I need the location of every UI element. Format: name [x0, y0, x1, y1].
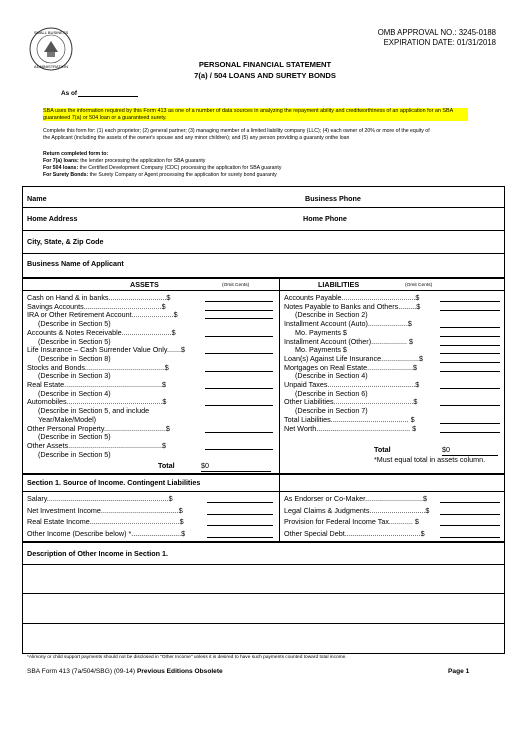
asset-line: (Describe in Section 5) [38, 336, 111, 346]
complete-instructions-1: Complete this form for: (1) each proprietor; (2) general partner; (3) managing member of a limited liability company (LLC); (4) each owner of 20% or more of the equity of [43, 128, 430, 134]
contingent-line: Legal Claims & Judgments............................$ [284, 505, 430, 515]
contingent-amount-field[interactable] [440, 502, 500, 503]
complete-instructions-2: the Applicant (including the assets of the owner's spouse and any minor children); and (5) any person providing a guaranty onthe loan [43, 135, 350, 141]
asset-amount-field[interactable] [205, 301, 273, 302]
asset-amount-field[interactable] [205, 405, 273, 406]
asset-line: (Describe in Section 5) [38, 319, 111, 329]
asset-line: Automobiles................................................$ [27, 397, 167, 407]
assets-total-value[interactable]: $0 [201, 462, 271, 472]
liability-line: Mo. Payments $ [295, 327, 347, 337]
liabilities-total-value[interactable]: $0 [442, 446, 498, 456]
liabilities-total-label: Total [374, 445, 391, 454]
return-surety-text: the Surety Company or Agent processing the application for surety bond guaranty [89, 172, 277, 178]
home-address-field[interactable]: Home Address [27, 214, 78, 223]
asset-line: Other Assets...............................................$ [27, 440, 166, 450]
liability-amount-field[interactable] [440, 301, 500, 302]
description-title: Description of Other Income in Section 1. [27, 549, 168, 558]
home-phone-field[interactable]: Home Phone [303, 214, 347, 223]
return-7a-text: the lender processing the application for SBA guaranty [80, 158, 206, 164]
liability-amount-field[interactable] [440, 327, 500, 328]
liability-line: (Describe in Section 2) [295, 310, 368, 320]
asset-amount-field[interactable] [205, 371, 273, 372]
asset-line: Accounts & Notes Receivable.........................$ [27, 327, 176, 337]
asset-line: (Describe in Section 5) [38, 432, 111, 442]
city-state-zip-field[interactable]: City, State, & Zip Code [27, 237, 104, 246]
liability-line: Installment Account (Other).................. $ [284, 336, 414, 346]
liability-line: Mo. Payments $ [295, 345, 347, 355]
contingent-line: Provision for Federal Income Tax............ $ [284, 517, 419, 526]
svg-text:ADMINISTRATION: ADMINISTRATION [34, 64, 68, 69]
expiration-date: EXPIRATION DATE: 01/31/2018 [383, 38, 496, 47]
asset-line: Savings Accounts.......................................$ [27, 301, 166, 311]
assets-total-label: Total [158, 461, 175, 470]
liability-line: (Describe in Section 6) [295, 388, 368, 398]
asset-line: (Describe in Section 5, and include [38, 406, 150, 416]
contingent-amount-field[interactable] [440, 514, 500, 515]
liability-amount-field[interactable] [440, 432, 500, 433]
liability-amount-field[interactable] [440, 423, 500, 424]
liability-line: Notes Payable to Banks and Others.........$ [284, 301, 421, 311]
income-line: Net Investment Income.......................................$ [27, 505, 183, 515]
return-504 [43, 165, 281, 172]
return-surety [43, 172, 277, 179]
liability-amount-field[interactable] [440, 388, 500, 389]
liability-line: Loan(s) Against Life Insurance...................$ [284, 353, 424, 363]
must-equal-note: *Must equal total in assets column. [374, 455, 486, 464]
as-of-field[interactable] [78, 96, 138, 97]
return-7a [43, 158, 205, 165]
liabilities-omit-cents: (Omit Cents) [405, 283, 433, 288]
asset-amount-field[interactable] [205, 353, 273, 354]
asset-amount-field[interactable] [205, 310, 273, 311]
asset-amount-field[interactable] [205, 432, 273, 433]
liability-amount-field[interactable] [440, 336, 500, 337]
contingent-line: Other Special Debt......................................$ [284, 528, 425, 538]
asset-line: Life Insurance – Cash Surrender Value Only.......$ [27, 345, 185, 355]
contingent-amount-field[interactable] [440, 537, 500, 538]
section1-title: Section 1. Source of Income. Contingent Liabilities [27, 478, 201, 487]
page-number: Page 1 [448, 668, 470, 675]
liability-amount-field[interactable] [440, 345, 500, 346]
alimony-footnote: *Alimony or child support payments should not be disclosed in "Other Income" unless it is desired to have such payments counted toward total income. [27, 655, 347, 660]
liability-line: (Describe in Section 7) [295, 406, 368, 416]
asset-line: (Describe in Section 8) [38, 353, 111, 363]
as-of-label: As of [61, 90, 77, 97]
name-field[interactable]: Name [27, 194, 47, 203]
income-amount-field[interactable] [207, 537, 273, 538]
form-number [27, 668, 223, 677]
asset-line: (Describe in Section 3) [38, 371, 111, 381]
asset-line: Real Estate.................................................$ [27, 380, 167, 389]
liability-line: Net Worth............................................... $ [284, 423, 417, 433]
income-amount-field[interactable] [207, 525, 273, 526]
business-phone-field[interactable]: Business Phone [305, 194, 361, 203]
income-amount-field[interactable] [207, 502, 273, 503]
assets-header: ASSETS [130, 280, 159, 289]
asset-line: (Describe in Section 4) [38, 388, 111, 398]
liability-amount-field[interactable] [440, 362, 500, 363]
contingent-amount-field[interactable] [440, 525, 500, 526]
return-504-text: the Certified Development Company (CDC) processing the application for SBA guaranty [79, 165, 282, 171]
income-line: Other Income (Describe below) *.........................$ [27, 528, 186, 538]
svg-text:SMALL BUSINESS: SMALL BUSINESS [33, 30, 69, 35]
liability-line: Other Liabilities........................................$ [284, 397, 418, 407]
liability-line: Installment Account (Auto)....................$ [284, 319, 412, 329]
liability-amount-field[interactable] [440, 371, 500, 372]
liability-amount-field[interactable] [440, 405, 500, 406]
liability-amount-field[interactable] [440, 310, 500, 311]
form-title: PERSONAL FINANCIAL STATEMENT [198, 60, 332, 69]
return-title: Return completed form to: [43, 151, 109, 157]
liability-amount-field[interactable] [440, 353, 500, 354]
liability-line: Mortgages on Real Estate.......................$ [284, 362, 418, 372]
form-id: SBA Form 413 (7a/504/SBG) (09-14) [27, 668, 136, 675]
return-7a-label: For 7(a) loans: [43, 158, 79, 164]
asset-line: Stocks and Bonds........................................$ [27, 362, 169, 372]
omb-approval: OMB APPROVAL NO.: 3245-0188 [377, 28, 496, 37]
liability-line: Accounts Payable.....................................$ [284, 293, 420, 302]
asset-amount-field[interactable] [205, 449, 273, 450]
form-subtitle: 7(a) / 504 LOANS AND SURETY BONDS [194, 71, 336, 80]
asset-amount-field[interactable] [205, 318, 273, 319]
asset-amount-field[interactable] [205, 388, 273, 389]
asset-line: Year/Make/Model) [38, 414, 97, 424]
income-line: Real Estate Income.............................................$ [27, 517, 184, 526]
other-income-description-box[interactable] [22, 542, 505, 654]
asset-amount-field[interactable] [205, 336, 273, 337]
income-amount-field[interactable] [207, 514, 273, 515]
asset-line: IRA or Other Retirement Account.....................$ [27, 310, 178, 320]
return-surety-label: For Surety Bonds: [43, 172, 89, 178]
asset-line: Cash on Hand & in banks.............................$ [27, 293, 171, 302]
liability-line: Total Liabilities....................................... $ [284, 414, 415, 424]
return-504-label: For 504 loans: [43, 165, 79, 171]
assets-omit-cents: (Omit Cents) [222, 283, 250, 288]
liabilities-header: LIABILITIES [318, 280, 360, 289]
income-line: Salary.............................................................$ [27, 494, 173, 503]
asset-line: Other Personal Property...............................$ [27, 423, 170, 433]
asset-line: (Describe in Section 5) [38, 449, 111, 459]
liability-line: (Describe in Section 4) [295, 371, 368, 381]
contingent-line: As Endorser or Co-Maker.............................$ [284, 494, 427, 503]
obsolete-note: Previous Editions Obsolete [136, 668, 223, 675]
liability-line: Unpaid Taxes............................................$ [284, 380, 420, 389]
purpose-highlight: SBA uses the information required by this Form 413 as one of a number of data sources in analyzing the repayment ability and creditworthiness of an application for an SBA guaranteed 7(a) or 504 loan or a guaranteed surety. [43, 108, 468, 121]
business-name-field[interactable]: Business Name of Applicant [27, 259, 124, 268]
